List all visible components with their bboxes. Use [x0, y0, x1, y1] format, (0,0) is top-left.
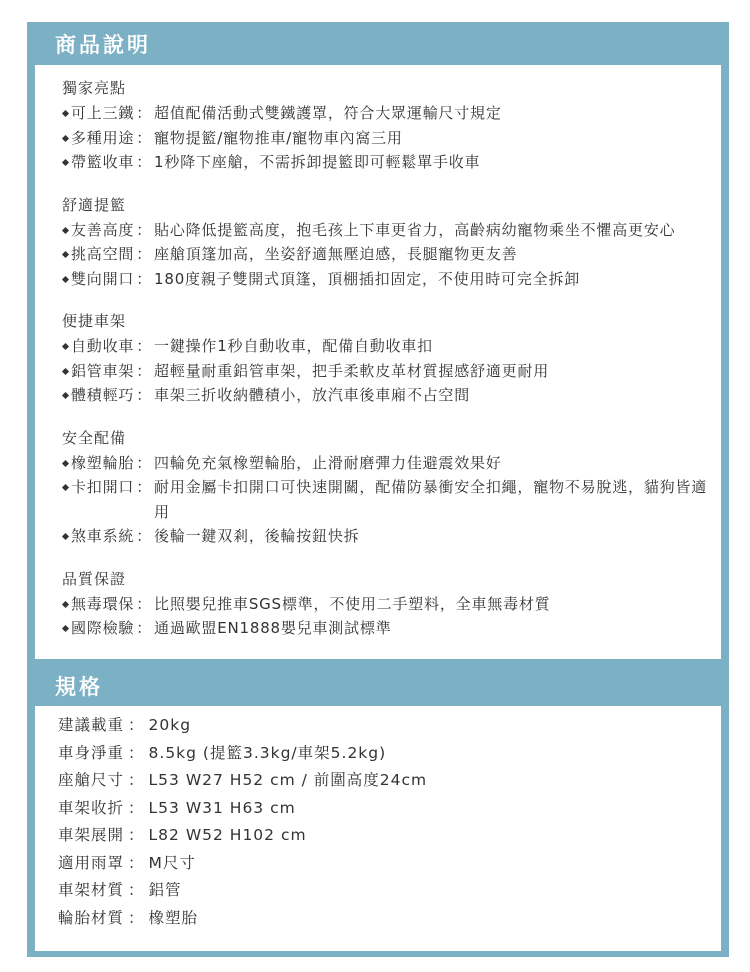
- product-description-panel: [27, 22, 729, 667]
- spec-row: 座艙尺寸 ： L53 W27 H52 cm / 前圍高度24cm: [58, 767, 721, 795]
- feature-section: [62, 426, 721, 549]
- feature-item: 國際檢驗 ： 通過歐盟EN1888嬰兒車測試標準: [62, 616, 721, 641]
- spec-value: 橡塑胎: [148, 908, 199, 927]
- diamond-bullet-icon: [62, 267, 71, 292]
- feature-item: 無毒環保 ： 比照嬰兒推車SGS標準，不使用二手塑料，全車無毒材質: [62, 592, 721, 617]
- spec-label: 建議載重: [58, 716, 125, 734]
- spec-label: 輪胎材質: [58, 908, 125, 927]
- feature-item: 體積輕巧 ： 車架三折收納體積小，放汽車後車廂不占空間: [62, 383, 721, 408]
- feature-label: 卡扣開口: [71, 478, 135, 496]
- specification-panel: [27, 666, 729, 957]
- section-title: 品質保證: [62, 569, 127, 588]
- feature-label: 友善高度: [71, 220, 135, 239]
- feature-label: 無毒環保: [71, 594, 135, 613]
- diamond-bullet-icon: [62, 150, 71, 175]
- spec-label: 車架收折: [58, 798, 125, 817]
- section-title: 便捷車架: [62, 312, 127, 330]
- spec-row: 車架收折 ： L53 W31 H63 cm: [58, 795, 721, 823]
- spec-row: 輪胎材質 ： 橡塑胎: [58, 905, 721, 933]
- diamond-bullet-icon: [62, 126, 71, 151]
- feature-label: 自動收車: [71, 337, 135, 355]
- spec-title: 規格: [55, 675, 103, 699]
- feature-label: 體積輕巧: [71, 386, 135, 404]
- diamond-bullet-icon: [62, 451, 71, 476]
- spec-label: 車架材質: [58, 881, 125, 899]
- feature-text: 後輪一鍵双剎，後輪按鈕快拆: [154, 527, 360, 545]
- diamond-bullet-icon: [62, 616, 71, 641]
- feature-label: 挑高空間: [71, 245, 135, 263]
- feature-label: 多種用途: [71, 128, 135, 147]
- diamond-bullet-icon: [62, 101, 71, 126]
- feature-text: 通過歐盟EN1888嬰兒車測試標準: [154, 619, 392, 637]
- feature-item: 卡扣開口 ： 耐用金屬卡扣開口可快速開關，配備防暴衝安全扣繩，寵物不易脫逃，貓狗皆適用: [62, 475, 721, 524]
- spec-value: M尺寸: [148, 853, 196, 872]
- feature-label: 雙向開口: [71, 269, 135, 288]
- feature-item: 友善高度 ： 貼心降低提籃高度，抱毛孩上下車更省力，高齡病幼寵物乘坐不懼高更安心: [62, 218, 721, 243]
- section-title: 舒適提籃: [62, 195, 127, 214]
- spec-row: 車架展開 ： L82 W52 H102 cm: [58, 822, 721, 850]
- feature-text: 貼心降低提籃高度，抱毛孩上下車更省力，高齡病幼寵物乘坐不懼高更安心: [154, 220, 676, 239]
- feature-section: [62, 567, 721, 641]
- feature-text: 超值配備活動式雙鐵護罩，符合大眾運輸尺寸規定: [154, 104, 502, 122]
- spec-row: 適用雨罩 ： M尺寸: [58, 850, 721, 878]
- diamond-bullet-icon: [62, 475, 71, 524]
- feature-text: 比照嬰兒推車SGS標準，不使用二手塑料，全車無毒材質: [154, 594, 551, 613]
- spec-value: L82 W52 H102 cm: [148, 826, 307, 844]
- feature-text: 四輪免充氣橡塑輪胎，止滑耐磨彈力佳避震效果好: [154, 453, 502, 472]
- spec-value: L53 W31 H63 cm: [148, 798, 296, 817]
- feature-section: [62, 193, 721, 292]
- feature-text: 寵物提籃/寵物推車/寵物車內窩三用: [154, 128, 403, 147]
- feature-text: 180度親子雙開式頂篷，頂棚插扣固定，不使用時可完全拆卸: [154, 269, 581, 288]
- spec-header: [27, 666, 729, 706]
- diamond-bullet-icon: [62, 359, 71, 384]
- spec-value: 20kg: [148, 716, 192, 734]
- diamond-bullet-icon: [62, 592, 71, 617]
- feature-item: 煞車系統 ： 後輪一鍵双剎，後輪按鈕快拆: [62, 524, 721, 549]
- feature-label: 鋁管車架: [71, 361, 135, 380]
- feature-item: 挑高空間 ： 座艙頂篷加高，坐姿舒適無壓迫感，長腿寵物更友善: [62, 242, 721, 267]
- feature-text: 車架三折收納體積小，放汽車後車廂不占空間: [154, 386, 471, 404]
- spec-row: 車架材質 ： 鋁管: [58, 877, 721, 905]
- diamond-bullet-icon: [62, 218, 71, 243]
- spec-value: 8.5kg (提籃3.3kg/車架5.2kg): [148, 743, 387, 762]
- description-header: [27, 22, 729, 65]
- diamond-bullet-icon: [62, 524, 71, 549]
- feature-label: 煞車系統: [71, 527, 135, 545]
- description-body: [35, 65, 721, 659]
- feature-text: 座艙頂篷加高，坐姿舒適無壓迫感，長腿寵物更友善: [154, 245, 518, 263]
- feature-label: 國際檢驗: [71, 619, 135, 637]
- feature-item: 多種用途 ： 寵物提籃/寵物推車/寵物車內窩三用: [62, 126, 721, 151]
- spec-value: 鋁管: [148, 881, 182, 899]
- spec-value: L53 W27 H52 cm / 前圍高度24cm: [148, 771, 428, 789]
- feature-item: 橡塑輪胎 ： 四輪免充氣橡塑輪胎，止滑耐磨彈力佳避震效果好: [62, 451, 721, 476]
- feature-section: [62, 76, 721, 175]
- section-title: 安全配備: [62, 428, 127, 447]
- feature-item: 雙向開口 ： 180度親子雙開式頂篷，頂棚插扣固定，不使用時可完全拆卸: [62, 267, 721, 292]
- diamond-bullet-icon: [62, 242, 71, 267]
- description-title: 商品說明: [55, 32, 151, 57]
- feature-label: 橡塑輪胎: [71, 453, 135, 472]
- feature-text: 耐用金屬卡扣開口可快速開關，配備防暴衝安全扣繩，寵物不易脫逃，貓狗皆適用: [154, 478, 708, 521]
- feature-text: 1秒降下座艙，不需拆卸提籃即可輕鬆單手收車: [154, 153, 481, 171]
- feature-item: 可上三鐵 ： 超值配備活動式雙鐵護罩，符合大眾運輸尺寸規定: [62, 101, 721, 126]
- spec-row: 建議載重 ： 20kg: [58, 712, 721, 740]
- feature-item: 自動收車 ： 一鍵操作1秒自動收車，配備自動收車扣: [62, 334, 721, 359]
- feature-item: 鋁管車架 ： 超輕量耐重鋁管車架，把手柔軟皮革材質握感舒適更耐用: [62, 359, 721, 384]
- feature-label: 可上三鐵: [71, 104, 135, 122]
- spec-label: 座艙尺寸: [58, 771, 125, 789]
- spec-row: 車身淨重 ： 8.5kg (提籃3.3kg/車架5.2kg): [58, 740, 721, 768]
- feature-section: [62, 309, 721, 408]
- spec-label: 車架展開: [58, 826, 125, 844]
- feature-text: 一鍵操作1秒自動收車，配備自動收車扣: [154, 337, 433, 355]
- spec-label: 適用雨罩: [58, 853, 125, 872]
- diamond-bullet-icon: [62, 334, 71, 359]
- spec-label: 車身淨重: [58, 743, 125, 762]
- feature-text: 超輕量耐重鋁管車架，把手柔軟皮革材質握感舒適更耐用: [154, 361, 550, 380]
- feature-item: 帶籃收車 ： 1秒降下座艙，不需拆卸提籃即可輕鬆單手收車: [62, 150, 721, 175]
- diamond-bullet-icon: [62, 383, 71, 408]
- spec-body: [35, 706, 721, 951]
- feature-label: 帶籃收車: [71, 153, 135, 171]
- section-title: 獨家亮點: [62, 79, 127, 97]
